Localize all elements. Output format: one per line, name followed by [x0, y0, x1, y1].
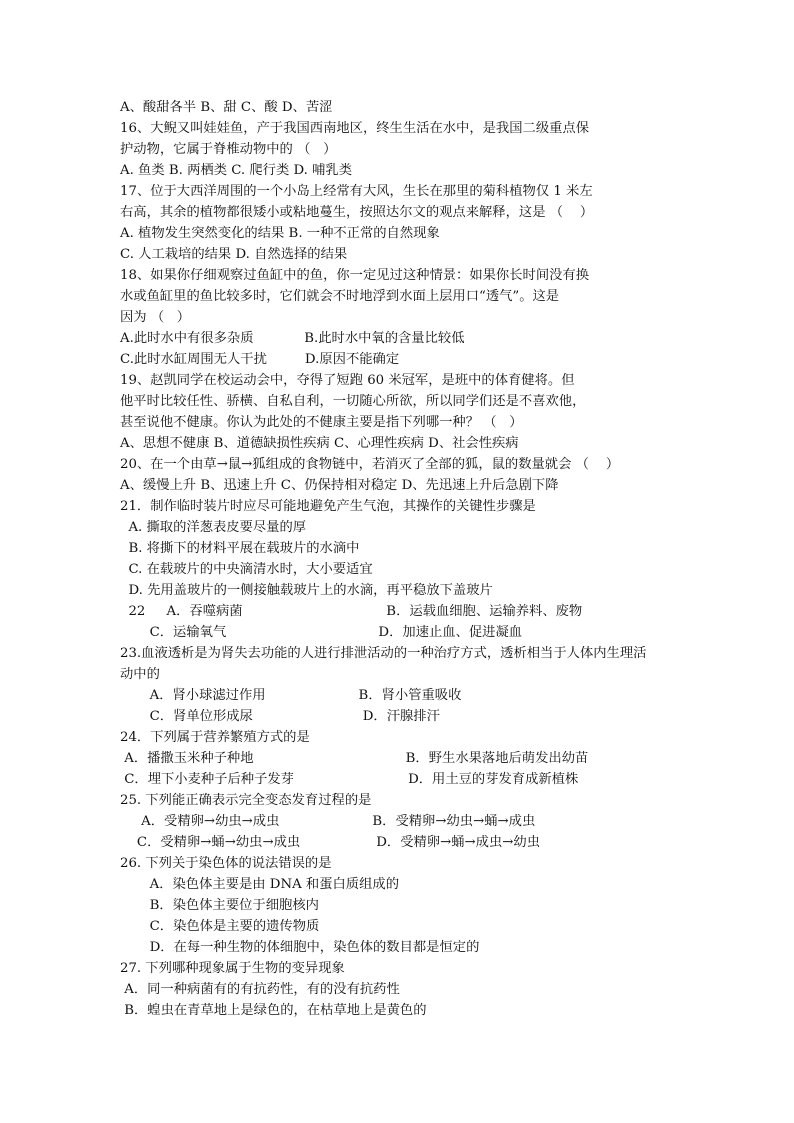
text-line: A. 植物发生突然变化的结果 B. 一种不正常的自然现象	[120, 226, 440, 241]
text-line: C. 在载玻片的中央滴清水时，大小要适宜	[120, 562, 373, 577]
text-line: 16、大鲵又叫娃娃鱼，产于我国西南地区，终生生活在水中，是我国二级重点保	[120, 121, 590, 136]
text-line: C．受精卵→蛹→幼虫→成虫 D．受精卵→蛹→成虫→幼虫	[120, 835, 541, 850]
text-line: 26. 下列关于染色体的说法错误的是	[120, 856, 332, 871]
text-line: A. 撕取的洋葱表皮要尽量的厚	[120, 520, 307, 535]
text-line: 他平时比较任性、骄横、自私自利，一切随心所欲，所以同学们还是不喜欢他，	[120, 394, 586, 409]
text-line: 右高，其余的植物都很矮小或粘地蔓生，按照达尔文的观点来解释，这是 （ ）	[120, 205, 594, 220]
text-line: 动中的	[120, 667, 160, 682]
text-line: D．在每一种生物的体细胞中，染色体的数目都是恒定的	[120, 940, 480, 955]
text-line: 25. 下列能正确表示完全变态发育过程的是	[120, 793, 372, 808]
text-line: A．染色体主要是由 DNA 和蛋白质组成的	[120, 877, 399, 892]
text-line: C. 人工栽培的结果 D. 自然选择的结果	[120, 247, 348, 262]
text-line: A、缓慢上升 B、迅速上升 C、仍保持相对稳定 D、先迅速上升后急剧下降	[120, 478, 559, 493]
text-line: 20、在一个由草→鼠→狐组成的食物链中，若消灭了全部的狐，鼠的数量就会 （ ）	[120, 457, 620, 472]
text-line: A. 鱼类 B. 两栖类 C. 爬行类 D. 哺乳类	[120, 163, 353, 178]
text-line: 22 A．吞噬病菌 B．运载血细胞、运输养料、废物	[120, 604, 583, 619]
text-line: 23.血液透析是为肾失去功能的人进行排泄活动的一种治疗方式，透析相当于人体内生理活	[120, 646, 647, 661]
text-line: D. 先用盖玻片的一侧接触载玻片上的水滴，再平稳放下盖玻片	[120, 583, 493, 598]
text-line: A、思想不健康 B、道德缺损性疾病 C、心理性疾病 D、社会性疾病	[120, 436, 519, 451]
text-line: 因为 （ ）	[120, 310, 191, 325]
text-line: B．蝗虫在青草地上是绿色的，在枯草地上是黄色的	[120, 1003, 427, 1018]
text-line: 21．制作临时装片时应尽可能地避免产生气泡，其操作的关键性步骤是	[120, 499, 536, 514]
text-line: C．肾单位形成尿 D．汗腺排汗	[120, 709, 440, 724]
text-line: A．播撒玉米种子种地 B．野生水果落地后萌发出幼苗	[120, 751, 589, 766]
text-line: A．受精卵→幼虫→成虫 B．受精卵→幼虫→蛹→成虫	[120, 814, 536, 829]
text-line: C.此时水缸周围无人干扰 D.原因不能确定	[120, 352, 400, 367]
text-line: C．埋下小麦种子后种子发芽 D．用土豆的芽发育成新植株	[120, 772, 579, 787]
text-line: C．运输氧气 D．加速止血、促进凝血	[120, 625, 523, 640]
text-line: C．染色体是主要的遗传物质	[120, 919, 320, 934]
text-line: 19、赵凯同学在校运动会中，夺得了短跑 60 米冠军，是班中的体育健将。但	[120, 373, 575, 388]
text-line: A、酸甜各半 B、甜 C、酸 D、苦涩	[120, 100, 333, 115]
text-line: B. 将撕下的材料平展在载玻片的水滴中	[120, 541, 360, 556]
text-line: 护动物，它属于脊椎动物中的 （ ）	[120, 142, 337, 157]
text-line: A.此时水中有很多杂质 B.此时水中氧的含量比较低	[120, 331, 465, 346]
text-line: 17、位于大西洋周围的一个小岛上经常有大风，生长在那里的菊科植物仅 1 米左	[120, 184, 593, 199]
text-line: 18、如果你仔细观察过鱼缸中的鱼，你一定见过这种情景：如果你长时间没有换	[120, 268, 590, 283]
text-line: A．同一种病菌有的有抗药性，有的没有抗药性	[120, 982, 400, 997]
text-line: 水或鱼缸里的鱼比较多时，它们就会不时地浮到水面上层用口“透气”。这是	[120, 289, 560, 304]
text-line: 27. 下列哪种现象属于生物的变异现象	[120, 961, 345, 976]
text-line: A．肾小球滤过作用 B．肾小管重吸收	[120, 688, 462, 703]
text-line: 甚至说他不健康。你认为此处的不健康主要是指下列哪一种？ （ ）	[120, 415, 523, 430]
text-line: 24．下列属于营养繁殖方式的是	[120, 730, 310, 745]
text-line: B．染色体主要位于细胞核内	[120, 898, 319, 913]
